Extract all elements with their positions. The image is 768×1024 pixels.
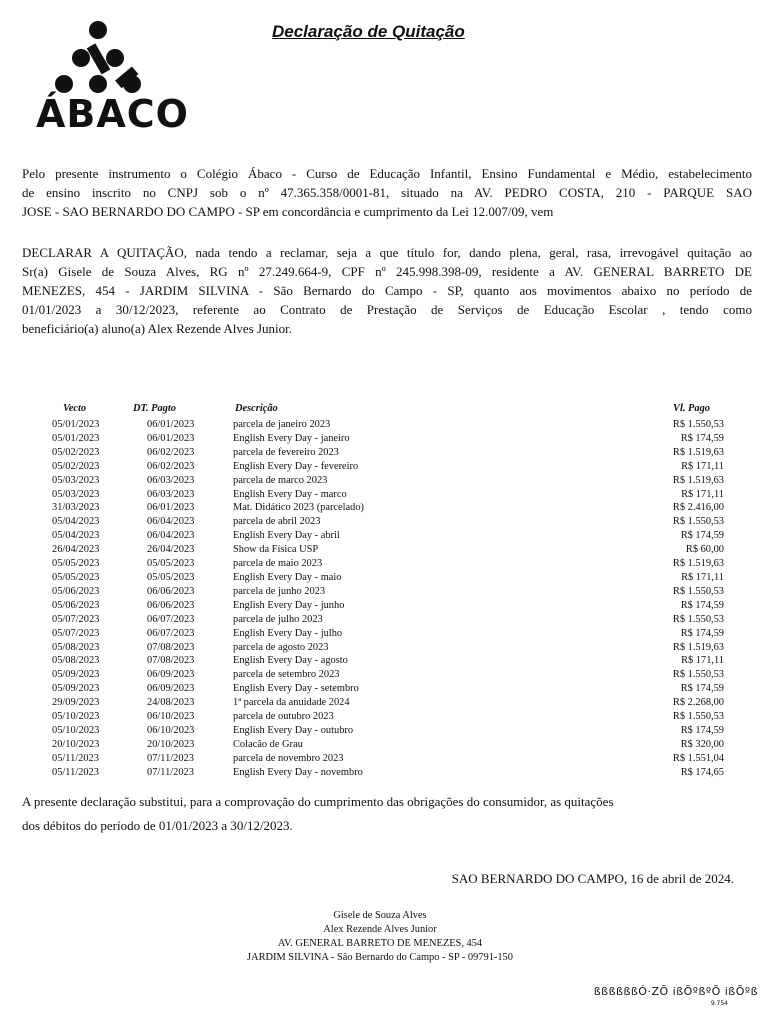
cell-vecto: 05/06/2023 <box>52 585 100 597</box>
cell-vl-pago: R$ 171,11 <box>681 488 724 500</box>
cell-dt-pagto: 06/09/2023 <box>147 669 195 681</box>
cell-vl-pago: R$ 1.519,63 <box>672 446 724 458</box>
cell-vecto: 05/02/2023 <box>52 460 100 472</box>
cell-vecto: 05/10/2023 <box>52 724 100 736</box>
table-row <box>22 738 730 752</box>
cell-dt-pagto: 20/10/2023 <box>147 738 195 750</box>
cell-vl-pago: R$ 1.519,63 <box>672 641 724 653</box>
cell-descricao: parcela de setembro 2023 <box>233 669 340 681</box>
table-row <box>22 627 730 641</box>
cell-vl-pago: R$ 1.550,53 <box>672 585 724 597</box>
cell-vl-pago: R$ 171,11 <box>681 460 724 472</box>
cell-dt-pagto: 06/06/2023 <box>147 585 195 597</box>
table-row <box>22 446 730 460</box>
cell-dt-pagto: 07/08/2023 <box>147 655 195 667</box>
cell-vl-pago: R$ 1.519,63 <box>672 474 724 486</box>
cell-vecto: 29/09/2023 <box>52 697 100 709</box>
cell-vecto: 05/04/2023 <box>52 516 100 528</box>
cell-descricao: English Every Day - novembro <box>233 766 363 778</box>
cell-vl-pago: R$ 174,59 <box>680 432 724 444</box>
table-row <box>22 432 730 446</box>
cell-dt-pagto: 06/10/2023 <box>147 711 195 723</box>
paragraph-line: dos débitos do período de 01/01/2023 a 30/12/2023. <box>22 818 293 833</box>
cell-dt-pagto: 05/05/2023 <box>147 571 195 583</box>
table-row <box>22 488 730 502</box>
table-row <box>22 557 730 571</box>
cell-vecto: 05/10/2023 <box>52 711 100 723</box>
cell-descricao: English Every Day - fevereiro <box>233 460 359 472</box>
cell-descricao: parcela de novembro 2023 <box>233 752 344 764</box>
table-row <box>22 599 730 613</box>
cell-vecto: 05/05/2023 <box>52 571 100 583</box>
cell-dt-pagto: 06/04/2023 <box>147 530 195 542</box>
cell-vl-pago: R$ 2.268,00 <box>672 697 724 709</box>
table-row <box>22 571 730 585</box>
document-title: Declaração de Quitação <box>272 22 465 41</box>
cell-vecto: 05/01/2023 <box>52 419 100 430</box>
cell-vecto: 05/06/2023 <box>52 599 100 611</box>
cell-vl-pago: R$ 174,59 <box>680 724 724 736</box>
cell-vl-pago: R$ 1.550,53 <box>672 613 724 625</box>
cell-vecto: 05/08/2023 <box>52 641 100 653</box>
cell-vl-pago: R$ 1.551,04 <box>672 752 724 764</box>
cell-dt-pagto: 06/01/2023 <box>147 432 195 444</box>
cell-dt-pagto: 07/11/2023 <box>147 752 194 764</box>
cell-vecto: 05/03/2023 <box>52 488 100 500</box>
table-row <box>22 501 730 515</box>
table-row <box>22 710 730 724</box>
cell-vl-pago: R$ 1.519,63 <box>672 558 724 570</box>
cell-dt-pagto: 06/10/2023 <box>147 724 195 736</box>
paragraph-line: 01/01/2023 a 30/12/2023, referente ao Contrato de Prestação de Serviços de Educação Escolar , tendo como <box>22 302 752 317</box>
table-row <box>22 668 730 682</box>
cell-dt-pagto: 06/02/2023 <box>147 460 195 472</box>
table-row <box>22 766 730 780</box>
table-row <box>22 724 730 738</box>
cell-dt-pagto: 05/05/2023 <box>147 558 195 570</box>
cell-descricao: parcela de agosto 2023 <box>233 641 329 653</box>
city-date: SAO BERNARDO DO CAMPO, 16 de abril de 2024. <box>451 871 734 886</box>
paragraph-line: A presente declaração substitui, para a comprovação do cumprimento das obrigações do consumidor, as quitações <box>22 794 614 809</box>
footer-code: ßßßßßßÓ·ZÕ ißÕºßºÕ ißÕºß <box>593 985 758 998</box>
cell-dt-pagto: 07/08/2023 <box>147 641 195 653</box>
cell-descricao: Mat. Didático 2023 (parcelado) <box>233 502 364 514</box>
intro-paragraph <box>22 164 752 221</box>
cell-descricao: English Every Day - outubro <box>233 724 354 736</box>
table-row <box>22 529 730 543</box>
cell-dt-pagto: 06/01/2023 <box>147 419 195 430</box>
cell-descricao: English Every Day - setembro <box>233 683 359 695</box>
cell-descricao: English Every Day - junho <box>233 599 345 611</box>
cell-vl-pago: R$ 171,11 <box>681 655 724 667</box>
cell-vecto: 05/11/2023 <box>52 752 99 764</box>
paragraph-line: Sr(a) Gisele de Souza Alves, RG nº 27.249.664-9, CPF nº 245.998.398-09, residente a AV. GENERAL BARRETO DE <box>22 264 752 279</box>
table-row <box>22 460 730 474</box>
cell-vecto: 20/10/2023 <box>52 738 100 750</box>
cell-descricao: Show da Física USP <box>233 544 319 556</box>
cell-descricao: parcela de julho 2023 <box>233 613 323 625</box>
table-row <box>22 696 730 710</box>
table-row <box>22 474 730 488</box>
cell-descricao: parcela de maio 2023 <box>233 558 323 570</box>
cell-descricao: English Every Day - janeiro <box>233 432 350 444</box>
header-dt-pagto: DT. Pagto <box>133 403 176 414</box>
table-row <box>22 752 730 766</box>
cell-vl-pago: R$ 174,59 <box>680 599 724 611</box>
cell-vl-pago: R$ 171,11 <box>681 571 724 583</box>
cell-vecto: 05/05/2023 <box>52 558 100 570</box>
cell-vecto: 05/09/2023 <box>52 683 100 695</box>
table-row <box>22 515 730 529</box>
cell-vecto: 31/03/2023 <box>52 502 100 514</box>
cell-dt-pagto: 06/04/2023 <box>147 516 195 528</box>
cell-vecto: 05/07/2023 <box>52 613 100 625</box>
signature-line: JARDIM SILVINA - São Bernardo do Campo - SP - 09791-150 <box>247 952 513 963</box>
footer-small-code: 9.754 <box>710 1000 728 1007</box>
cell-descricao: English Every Day - marco <box>233 488 347 500</box>
signature-line: Gisele de Souza Alves <box>333 910 427 921</box>
cell-vecto: 05/03/2023 <box>52 474 100 486</box>
cell-vecto: 05/07/2023 <box>52 627 100 639</box>
cell-descricao: English Every Day - julho <box>233 627 343 639</box>
header-vl-pago: Vl. Pago <box>673 403 710 414</box>
cell-descricao: 1ª parcela da anuidade 2024 <box>233 697 350 709</box>
cell-descricao: parcela de junho 2023 <box>233 585 326 597</box>
cell-vl-pago: R$ 320,00 <box>680 738 724 750</box>
cell-dt-pagto: 06/07/2023 <box>147 613 195 625</box>
cell-descricao: parcela de fevereiro 2023 <box>233 446 339 458</box>
cell-dt-pagto: 07/11/2023 <box>147 766 194 778</box>
paragraph-line: JOSE - SAO BERNARDO DO CAMPO - SP em concordância e cumprimento da Lei 12.007/09, vem <box>22 204 554 219</box>
header-descricao: Descrição <box>235 403 278 414</box>
table-row <box>22 543 730 557</box>
paragraph-line: DECLARAR A QUITAÇÃO, nada tendo a reclamar, seja a que título for, dando plena, geral, rasa, irrevogável quitação ao <box>22 245 752 260</box>
table-row <box>22 654 730 668</box>
cell-vecto: 05/09/2023 <box>52 669 100 681</box>
signature-line: Alex Rezende Alves Junior <box>323 924 437 935</box>
cell-vecto: 05/08/2023 <box>52 655 100 667</box>
cell-dt-pagto: 06/01/2023 <box>147 502 195 514</box>
signature-line: AV. GENERAL BARRETO DE MENEZES, 454 <box>277 938 483 949</box>
cell-vl-pago: R$ 174,65 <box>680 766 724 778</box>
cell-descricao: Colacão de Grau <box>233 738 303 750</box>
cell-vl-pago: R$ 60,00 <box>685 544 724 556</box>
cell-dt-pagto: 06/06/2023 <box>147 599 195 611</box>
cell-vecto: 05/11/2023 <box>52 766 99 778</box>
cell-vecto: 05/04/2023 <box>52 530 100 542</box>
cell-vl-pago: R$ 1.550,53 <box>672 419 724 430</box>
payments-table <box>22 402 730 780</box>
cell-vecto: 05/02/2023 <box>52 446 100 458</box>
cell-vl-pago: R$ 1.550,53 <box>672 516 724 528</box>
table-row <box>22 682 730 696</box>
cell-descricao: parcela de janeiro 2023 <box>233 419 331 430</box>
cell-dt-pagto: 06/03/2023 <box>147 488 195 500</box>
signature-block <box>200 909 560 965</box>
cell-vl-pago: R$ 174,59 <box>680 530 724 542</box>
table-header <box>22 402 730 418</box>
cell-vl-pago: R$ 2.416,00 <box>672 502 724 514</box>
cell-vl-pago: R$ 1.550,53 <box>672 711 724 723</box>
cell-vl-pago: R$ 174,59 <box>680 683 724 695</box>
table-row <box>22 585 730 599</box>
paragraph-line: MENEZES, 454 - JARDIM SILVINA - São Bernardo do Campo - SP, quanto aos movimentos abaixo no período de <box>22 283 752 298</box>
cell-dt-pagto: 06/07/2023 <box>147 627 195 639</box>
cell-dt-pagto: 06/09/2023 <box>147 683 195 695</box>
paragraph-line: Pelo presente instrumento o Colégio Ábaco - Curso de Educação Infantil, Ensino Fundamental e Médio, estabelecimento <box>22 166 752 181</box>
cell-dt-pagto: 06/02/2023 <box>147 446 195 458</box>
cell-vecto: 05/01/2023 <box>52 432 100 444</box>
cell-descricao: English Every Day - agosto <box>233 655 348 667</box>
declaration-paragraph <box>22 243 752 338</box>
cell-descricao: parcela de outubro 2023 <box>233 711 334 723</box>
cell-descricao: parcela de abril 2023 <box>233 516 321 528</box>
cell-dt-pagto: 06/03/2023 <box>147 474 195 486</box>
header-vecto: Vecto <box>63 403 87 414</box>
cell-descricao: parcela de marco 2023 <box>233 474 328 486</box>
paragraph-line: de ensino inscrito no CNPJ sob o nº 47.365.358/0001-81, situado na AV. PEDRO COSTA, 210 - PARQUE SAO <box>22 185 752 200</box>
cell-dt-pagto: 24/08/2023 <box>147 697 195 709</box>
table-row <box>22 613 730 627</box>
cell-dt-pagto: 26/04/2023 <box>147 544 195 556</box>
cell-vl-pago: R$ 174,59 <box>680 627 724 639</box>
cell-vecto: 26/04/2023 <box>52 544 100 556</box>
logo-wordmark: ÁBACO <box>36 92 189 136</box>
table-row <box>22 641 730 655</box>
table-row <box>22 418 730 432</box>
paragraph-line: beneficiário(a) aluno(a) Alex Rezende Alves Junior. <box>22 321 293 336</box>
cell-vl-pago: R$ 1.550,53 <box>672 669 724 681</box>
cell-descricao: English Every Day - maio <box>233 571 342 583</box>
closing-paragraph <box>22 790 752 838</box>
table-body <box>22 418 730 780</box>
cell-descricao: English Every Day - abril <box>233 530 340 542</box>
